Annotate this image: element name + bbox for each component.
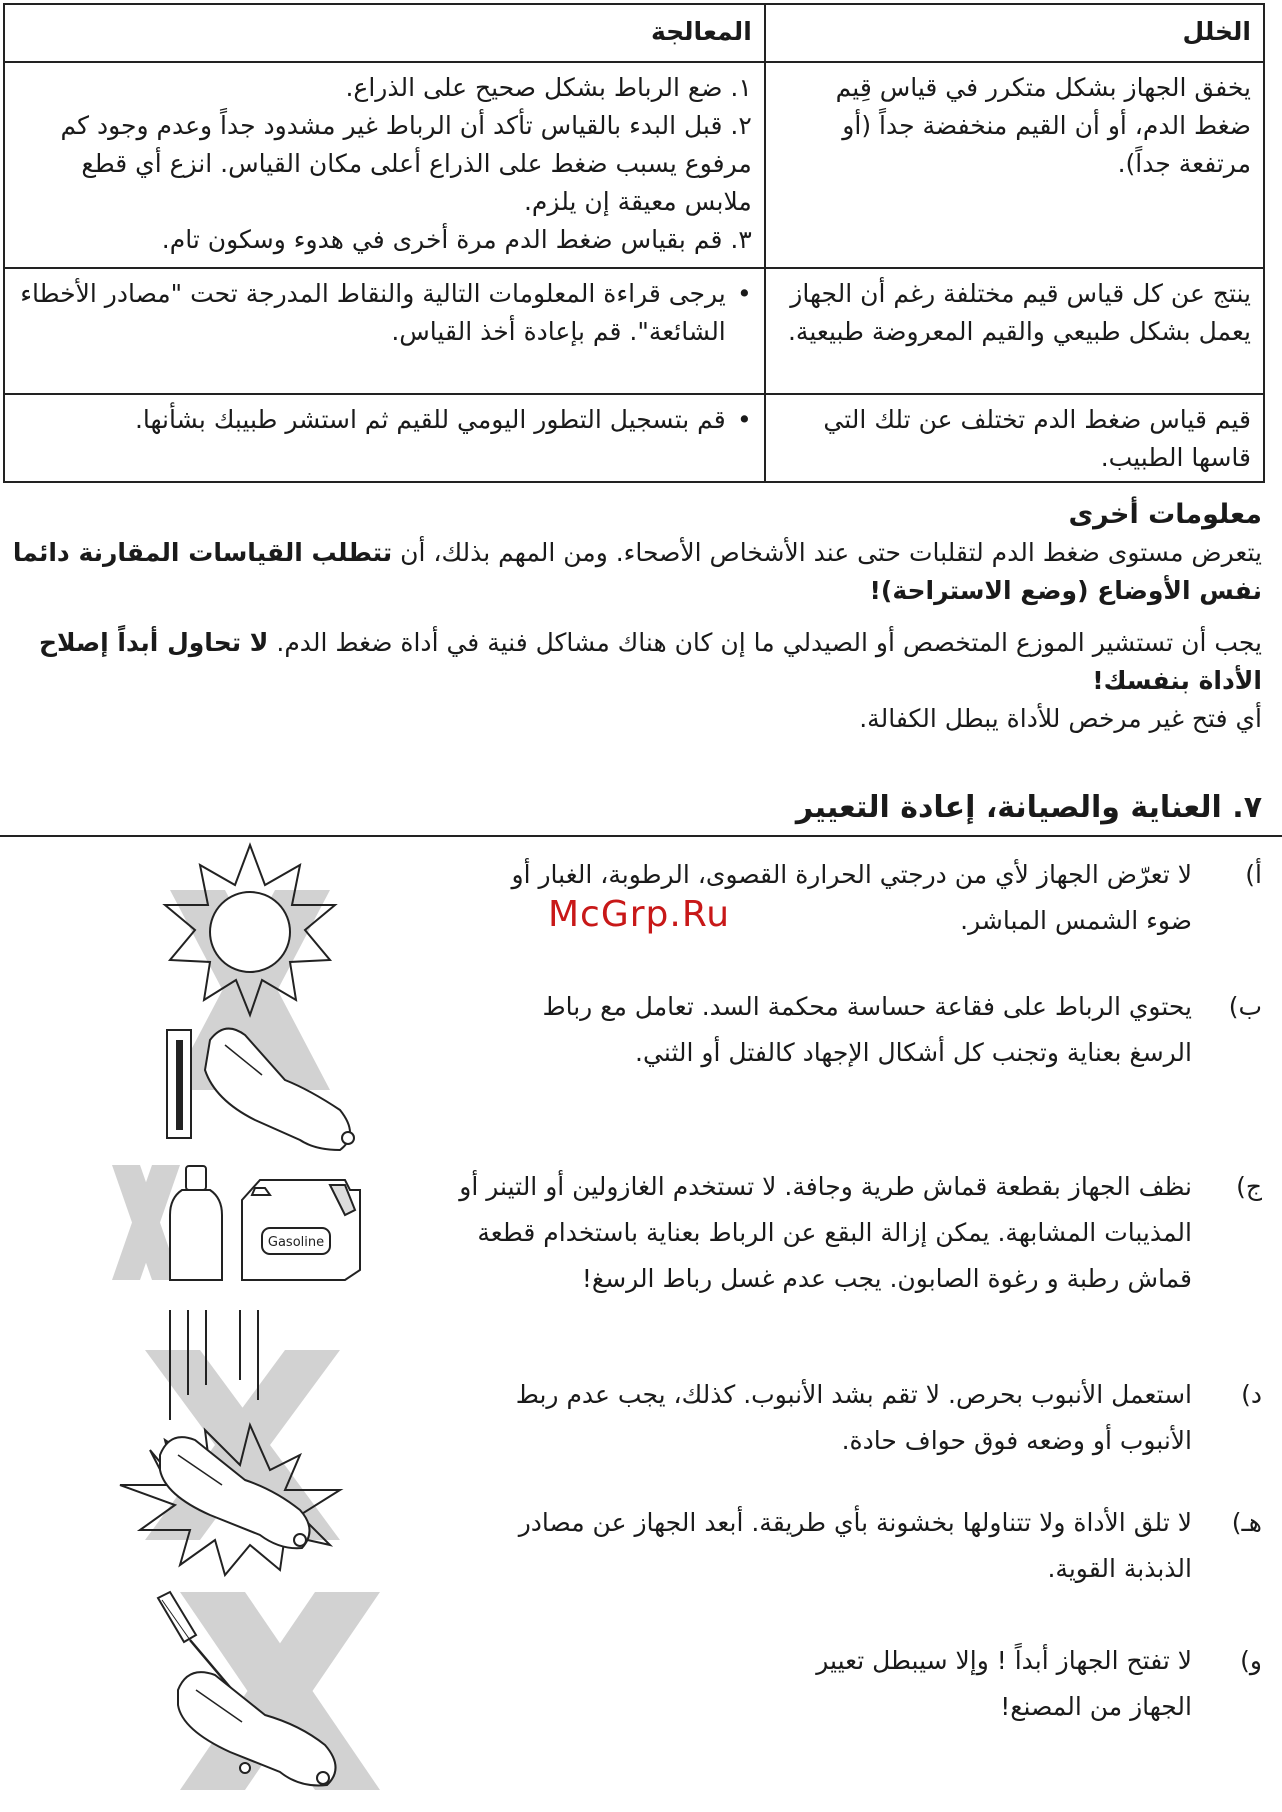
other-info-heading: معلومات أخرى xyxy=(1068,499,1262,530)
paragraph-text: يجب أن تستشير الموزع المتخصص أو الصيدلي ما إن كان هناك مشاكل فنية في أداة ضغط الدم. xyxy=(268,628,1262,657)
item-text: استعمل الأنبوب بحرص. لا تقم بشد الأنبوب. كذلك، يجب عدم ربط الأنبوب أو وضعه فوق حواف حادة. xyxy=(515,1380,1192,1455)
gasoline-can-icon xyxy=(242,1180,360,1280)
fault-cell: قيم قياس ضغط الدم تختلف عن تلك التي قاسها الطبيب. xyxy=(765,394,1264,482)
remedy-column-header: المعالجة xyxy=(4,4,765,62)
bottle-icon xyxy=(170,1166,222,1280)
remedy-step: ٢. قبل البدء بالقياس تأكد أن الرباط غير مشدود جداً وعدم وجود كم مرفوع يسبب ضغط على الذراع أعلى مكان القياس. انزع أي قطع ملابس معيقة إن يلزم. xyxy=(60,111,752,216)
item-text: لا تعرّض الجهاز لأي من درجتي الحرارة القصوى، الرطوبة، الغبار أو ضوء الشمس المباشر. xyxy=(511,860,1192,935)
item-label: ج) xyxy=(1236,1172,1262,1201)
fault-cell: يخفق الجهاز بشكل متكرر في قياس قِيم ضغط الدم، أو أن القيم منخفضة جداً (أو مرتفعة جداً). xyxy=(765,62,1264,268)
item-text: نظف الجهاز بقطعة قماش طرية وجافة. لا تستخدم الغازولين أو التينر أو المذيبات المشابهة. يمكن إزالة البقع عن الرباط بعناية باستخدام قطعة قماش رطبة و رغوة الصابون. يجب عدم غسل رباط الرسغ! xyxy=(459,1172,1192,1293)
fault-cell: ينتج عن كل قياس قيم مختلفة رغم أن الجهاز يعمل بشكل طبيعي والقيم المعروضة طبيعية. xyxy=(765,268,1264,394)
item-label: ب) xyxy=(1228,992,1262,1021)
gasoline-label: Gasoline xyxy=(267,1235,325,1250)
watermark: McGrp.Ru xyxy=(548,894,731,935)
paragraph-text: يتعرض مستوى ضغط الدم لتقلبات حتى عند الأشخاص الأصحاء. ومن المهم بذلك، أن xyxy=(392,538,1262,567)
item-text: يحتوي الرباط على فقاعة حساسة محكمة السد. تعامل مع رباط الرسغ بعناية وتجنب كل أشكال الإجهاد كالفتل أو الثني. xyxy=(542,992,1192,1067)
item-label: أ) xyxy=(1245,860,1262,889)
warranty-note: أي فتح غير مرخص للأداة يبطل الكفالة. xyxy=(859,704,1262,733)
fault-column-header: الخلل xyxy=(765,4,1264,62)
remedy-step: ٣. قم بقياس ضغط الدم مرة أخرى في هدوء وسكون تام. xyxy=(161,225,752,254)
item-label: د) xyxy=(1241,1380,1262,1409)
item-label: هـ) xyxy=(1231,1508,1262,1537)
item-text: لا تلق الأداة ولا تتناولها بخشونة بأي طريقة. أبعد الجهاز عن مصادر الذبذبة القوية. xyxy=(518,1508,1192,1583)
item-label: و) xyxy=(1240,1646,1262,1675)
remedy-bullet: • يرجى قراءة المعلومات التالية والنقاط المدرجة تحت "مصادر الأخطاء الشائعة". قم بإعادة أخذ القياس. xyxy=(17,275,752,351)
item-text: لا تفتح الجهاز أبداً ! وإلا سيبطل تعيير الجهاز من المصنع! xyxy=(816,1646,1192,1721)
paragraph-emphasis: تتطلب القياسات المقارنة دائما نفس الأوضاع (وضع الاستراحة)! xyxy=(12,538,1262,605)
thermometer-icon xyxy=(167,1030,191,1138)
remedy-bullet: • قم بتسجيل التطور اليومي للقيم ثم استشر طبيبك بشأنها. xyxy=(17,401,752,439)
paragraph-emphasis: لا تحاول أبداً إصلاح الأداة بنفسك! xyxy=(38,628,1262,695)
remedy-step: ١. ضع الرباط بشكل صحيح على الذراع. xyxy=(345,73,752,102)
section-title: ٧. العناية والصيانة، إعادة التعيير xyxy=(795,790,1262,825)
